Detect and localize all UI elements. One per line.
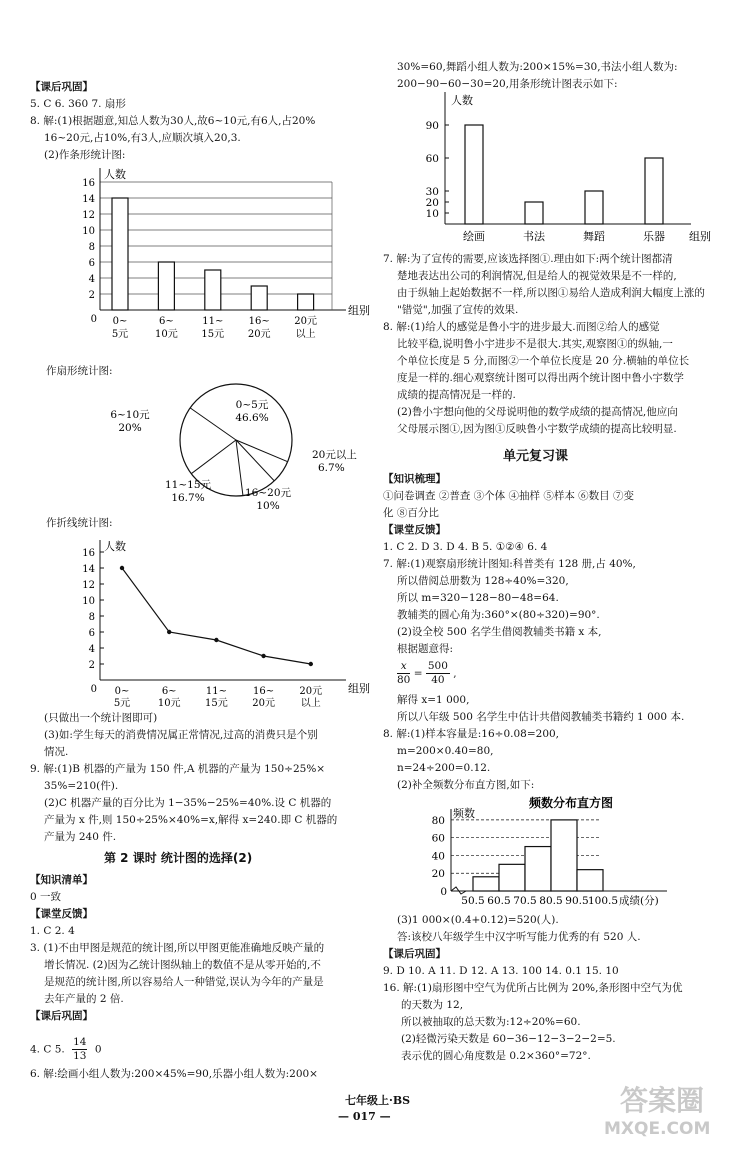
answer-line: 增长情况. (2)因为乙统计图纵轴上的数值不是从零开始的,不 bbox=[44, 959, 321, 971]
answer-line: 答:该校八年级学生中汉字听写能力优秀的有 520 人. bbox=[397, 931, 641, 943]
y-tick-label: 20 bbox=[425, 197, 439, 209]
x-tick-label: 90.5 bbox=[565, 895, 589, 907]
heading-after-class: 【课后巩固】 bbox=[30, 81, 93, 93]
fraction-denominator: 80 bbox=[397, 674, 411, 686]
answer-line: 8. 解:(1)样本容量是:16÷0.08=200, bbox=[383, 728, 560, 740]
bar bbox=[645, 158, 663, 224]
answer-line: 解得 x=1 000, bbox=[397, 694, 470, 706]
origin-label: 0 bbox=[440, 886, 447, 898]
y-tick-label: 10 bbox=[82, 226, 95, 237]
answer-line: 教辅类的圆心角为:360°×(80÷320)=90°. bbox=[397, 609, 600, 621]
answer-line: 16~20元,占10%,有3人,应顺次填入20,3. bbox=[44, 132, 241, 144]
answer-line: 9. D 10. A 11. D 12. A 13. 100 14. 0.1 15. 10 bbox=[383, 965, 619, 977]
x-tick-label: 16~ bbox=[253, 686, 275, 697]
answer-line: (只做出一个统计图即可) bbox=[44, 712, 158, 724]
fraction bbox=[72, 1036, 87, 1063]
histogram-scores bbox=[403, 795, 723, 915]
y-tick-label: 4 bbox=[88, 644, 95, 655]
bar bbox=[158, 262, 174, 310]
answer-line: 去年产量的 2 倍. bbox=[44, 993, 124, 1005]
histogram-bar bbox=[551, 820, 577, 891]
answer-line: 度是一样的.细心观察统计图可以得出两个统计图中鲁小宇数学 bbox=[397, 372, 684, 384]
answer-line: 产量为 240 件. bbox=[44, 831, 117, 843]
pie-slice-value: 16.7% bbox=[171, 492, 205, 504]
x-tick-label: 20元 bbox=[247, 329, 271, 340]
fraction-numerator: x bbox=[397, 660, 410, 674]
pie-slice-label: 16~20元 bbox=[244, 487, 292, 499]
origin-label: 0 bbox=[90, 314, 97, 325]
answer-line: 所以 m=320−128−80−48=64. bbox=[397, 592, 559, 604]
y-tick-label: 30 bbox=[425, 186, 439, 198]
data-point bbox=[261, 654, 265, 658]
y-tick-label: 80 bbox=[431, 814, 445, 827]
answer-line: 所以被抽取的总天数为:12÷20%=60. bbox=[401, 1016, 581, 1028]
answer-line: 化 ⑧百分比 bbox=[383, 507, 439, 519]
y-axis-label: 人数 bbox=[104, 540, 126, 553]
x-tick-label: 20元 bbox=[299, 686, 323, 697]
fraction-denominator: 13 bbox=[73, 1050, 87, 1062]
answer-line: 是规范的统计图,所以容易给人一种错觉,误认为今年的产量是 bbox=[44, 976, 324, 988]
bar bbox=[298, 294, 314, 310]
fraction bbox=[426, 660, 450, 687]
x-tick-label: 20元 bbox=[294, 316, 317, 327]
bar bbox=[525, 202, 543, 224]
heading-knowledge: 【知识梳理】 bbox=[383, 473, 446, 485]
page-number: — 017 — bbox=[338, 1110, 391, 1123]
x-tick-label: 绘画 bbox=[463, 230, 485, 243]
answer-line: 1. C 2. 4 bbox=[30, 925, 75, 937]
y-tick-label: 10 bbox=[82, 596, 95, 607]
y-tick-label: 14 bbox=[82, 564, 95, 575]
heading-feedback: 【课堂反馈】 bbox=[30, 908, 93, 920]
y-tick-label: 2 bbox=[88, 660, 95, 671]
origin-label: 0 bbox=[90, 684, 97, 695]
x-tick-label: 6~ bbox=[161, 686, 177, 697]
answer-line: 1. C 2. D 3. D 4. B 5. ①②④ 6. 4 bbox=[383, 541, 548, 553]
x-tick-label: 5元 bbox=[111, 329, 129, 340]
lesson-title: 第 2 课时 统计图的选择(2) bbox=[104, 851, 253, 865]
q4-text: 4. C 5. bbox=[30, 1043, 65, 1056]
x-tick-label: 60.5 bbox=[487, 895, 511, 907]
equation bbox=[397, 660, 457, 687]
answer-line: 3. (1)不由甲图是规范的统计图,所以甲图更能准确地反映产量的 bbox=[30, 942, 325, 954]
watermark-logo: 答案圈 bbox=[620, 1084, 705, 1117]
bar bbox=[585, 191, 603, 224]
histogram-bar bbox=[577, 870, 603, 891]
answer-line: 9. 解:(1)B 机器的产量为 150 件,A 机器的产量为 150÷25%× bbox=[30, 763, 326, 775]
unit-title: 单元复习课 bbox=[503, 449, 569, 464]
pie-slice-label: 0~5元 bbox=[235, 399, 269, 411]
x-axis-label: 组别 bbox=[689, 230, 711, 243]
watermark-url: MXQE.COM bbox=[604, 1119, 711, 1139]
line-chart-spending bbox=[66, 530, 370, 709]
answer-line: (2)C 机器产量的百分比为 1−35%−25%=40%.设 C 机器的 bbox=[44, 797, 332, 809]
heading-knowledge: 【知识清单】 bbox=[30, 874, 93, 886]
bar bbox=[112, 198, 128, 310]
x-tick-label: 5元 bbox=[113, 698, 131, 709]
y-axis-label: 人数 bbox=[451, 94, 473, 107]
x-tick-label: 11~ bbox=[202, 316, 224, 327]
answer-line: 6. 解:绘画小组人数为:200×45%=90,乐器小组人数为:200× bbox=[30, 1068, 318, 1080]
answer-line: ①问卷调查 ②普查 ③个体 ④抽样 ⑤样本 ⑥数目 ⑦变 bbox=[383, 490, 635, 502]
answer-line: (2)补全频数分布直方图,如下: bbox=[397, 779, 535, 791]
answer-line: (3)1 000×(0.4+0.12)=520(人). bbox=[397, 914, 559, 926]
x-tick-label: 15元 bbox=[201, 329, 225, 340]
answer-line: (2)作条形统计图: bbox=[44, 149, 126, 161]
heading-after-class: 【课后巩固】 bbox=[383, 948, 446, 960]
y-tick-label: 20 bbox=[431, 868, 445, 881]
answer-line: 由于纵轴上起始数据不一样,所以图①易给人造成利润大幅度上涨的 bbox=[397, 287, 705, 299]
answer-line: 楚地表达出公司的利润情况,但是给人的视觉效果是不一样的, bbox=[397, 270, 677, 282]
answer-line: 所以借阅总册数为 128÷40%=320, bbox=[397, 575, 569, 587]
pie-slice-label: 11~15元 bbox=[164, 479, 212, 491]
pie-slice-value: 46.6% bbox=[235, 412, 269, 424]
heading-feedback: 【课堂反馈】 bbox=[383, 524, 446, 536]
y-axis-label: 人数 bbox=[104, 168, 126, 181]
y-tick-label: 6 bbox=[88, 628, 95, 639]
chart-title: 频数分布直方图 bbox=[528, 796, 614, 810]
answer-line: (2)鲁小宇想向他的父母说明他的数学成绩的提高情况,他应向 bbox=[397, 406, 678, 418]
answer-line: m=200×0.40=80, bbox=[397, 745, 494, 757]
q4-after: 0 bbox=[94, 1043, 102, 1056]
x-tick-label: 80.5 bbox=[539, 895, 563, 907]
answer-line: "错觉",加强了宣传的效果. bbox=[397, 304, 519, 316]
answer-line: 0 一致 bbox=[30, 891, 62, 903]
answer-line: 7. 解:为了宣传的需要,应该选择图①.理由如下:两个统计图都清 bbox=[383, 253, 673, 265]
data-line bbox=[122, 568, 311, 664]
answer-line: 比较平稳,说明鲁小宇进步不是很大.其实,观察图①的纵轴,一 bbox=[397, 338, 673, 350]
answer-line: 所以八年级 500 名学生中估计共借阅教辅类书籍约 1 000 本. bbox=[397, 711, 685, 723]
x-tick-label: 0~ bbox=[112, 316, 128, 327]
data-point bbox=[309, 662, 313, 666]
answer-line: 16. 解:(1)扇形图中空气为优所占比例为 20%,条形图中空气为优 bbox=[383, 982, 683, 994]
pie-title: 作扇形统计图: bbox=[46, 365, 113, 377]
footer-grade: 七年级上·BS bbox=[345, 1094, 411, 1107]
pie-slice-label: 20元以上 bbox=[312, 449, 357, 461]
x-tick-label: 10元 bbox=[155, 329, 178, 340]
fraction bbox=[397, 660, 410, 687]
answer-line: 35%=210(件). bbox=[44, 780, 119, 792]
x-tick-label: 15元 bbox=[205, 698, 228, 709]
answer-line: (3)如:学生每天的消费情况属正常情况,过高的消费只是个别 bbox=[44, 729, 318, 741]
y-tick-label: 60 bbox=[425, 153, 439, 165]
x-tick-label: 6~ bbox=[159, 316, 174, 327]
y-tick-label: 40 bbox=[431, 850, 445, 863]
heading-after-class: 【课后巩固】 bbox=[30, 1010, 93, 1022]
pie-slice-label: 6~10元 bbox=[110, 409, 150, 421]
x-tick-label: 10元 bbox=[157, 698, 181, 709]
equals-sign: = bbox=[413, 667, 423, 680]
data-point bbox=[167, 630, 171, 634]
y-tick-label: 12 bbox=[82, 580, 95, 591]
pie-slice-value: 6.7% bbox=[318, 462, 345, 474]
answer-line: 200−90−60−30=20,用条形统计图表示如下: bbox=[397, 78, 618, 90]
answer-line: 成绩的提高情况是一样的. bbox=[397, 389, 516, 401]
answer-line: (2)轻微污染天数是 60−36−12−3−2−2=5. bbox=[401, 1033, 616, 1045]
answer-line: 父母展示图①,因为图①反映鲁小宇数学成绩的提高比较明显. bbox=[397, 423, 677, 435]
bar-chart-groups bbox=[393, 90, 723, 245]
y-tick-label: 16 bbox=[82, 178, 95, 189]
y-tick-label: 14 bbox=[82, 194, 95, 205]
answer-line: n=24÷200=0.12. bbox=[397, 762, 491, 774]
answer-line: 个单位长度是 5 分,而图②一个单位长度是 20 分.横轴的单位长 bbox=[397, 355, 690, 367]
y-tick-label: 16 bbox=[82, 548, 95, 559]
x-axis-label: 组别 bbox=[348, 682, 370, 695]
x-tick-label: 70.5 bbox=[513, 895, 537, 907]
pie-chart-spending bbox=[100, 378, 357, 513]
x-tick-label: 11~ bbox=[205, 686, 227, 697]
x-tick-label: 16~ bbox=[248, 316, 270, 327]
y-tick-label: 8 bbox=[88, 242, 95, 253]
x-tick-label: 20元 bbox=[252, 698, 275, 709]
histogram-bar bbox=[499, 864, 525, 891]
line-title: 作折线统计图: bbox=[46, 517, 113, 529]
x-tick-label: 书法 bbox=[523, 230, 545, 243]
bar bbox=[251, 286, 267, 310]
bar bbox=[465, 125, 483, 224]
y-tick-label: 60 bbox=[431, 832, 445, 845]
data-point bbox=[214, 638, 218, 642]
answer-line: 5. C 6. 360 7. 扇形 bbox=[30, 98, 126, 110]
answer-line: 7. 解:(1)观察扇形统计图知:科普类有 128 册,占 40%, bbox=[383, 558, 636, 570]
histogram-bar bbox=[473, 877, 499, 891]
answer-line: 8. 解:(1)根据题意,知总人数为30人,故6~10元,有6人,占20% bbox=[30, 115, 316, 127]
bar-chart-spending bbox=[66, 160, 370, 340]
y-tick-label: 2 bbox=[88, 290, 95, 301]
x-axis-label: 组别 bbox=[348, 304, 370, 317]
y-tick-label: 90 bbox=[425, 120, 439, 132]
answer-line: 根据题意得: bbox=[397, 643, 454, 655]
data-point bbox=[120, 566, 124, 570]
fraction-numerator: 500 bbox=[427, 660, 448, 672]
y-tick-label: 10 bbox=[425, 208, 439, 220]
answer-line: 30%=60,舞蹈小组人数为:200×15%=30,书法小组人数为: bbox=[397, 61, 678, 73]
x-tick-label: 100.5 bbox=[587, 895, 619, 907]
x-tick-label: 以上 bbox=[295, 329, 316, 340]
answer-line: 表示优的圆心角度数是 0.2×360°=72°. bbox=[401, 1050, 591, 1062]
answer-line: 的天数为 12, bbox=[401, 999, 464, 1011]
answer-line: (2)设全校 500 名学生借阅教辅类书籍 x 本, bbox=[397, 626, 602, 638]
answer-line bbox=[30, 1036, 102, 1063]
comma: , bbox=[453, 667, 457, 680]
fraction-numerator: 14 bbox=[73, 1036, 87, 1048]
x-tick-label: 乐器 bbox=[643, 230, 665, 243]
fraction-denominator: 40 bbox=[431, 674, 445, 686]
x-tick-label: 以上 bbox=[300, 698, 321, 709]
histogram-bar bbox=[525, 847, 551, 891]
y-tick-label: 8 bbox=[88, 612, 95, 623]
x-tick-label: 0~ bbox=[114, 686, 130, 697]
pie-slice-value: 20% bbox=[118, 422, 142, 434]
answer-line: 产量为 x 件,则 150÷25%×40%=x,解得 x=240.即 C 机器的 bbox=[44, 814, 338, 826]
y-tick-label: 6 bbox=[88, 258, 95, 269]
x-tick-label: 50.5 bbox=[461, 895, 485, 907]
y-tick-label: 12 bbox=[82, 210, 95, 221]
x-axis-label: 成绩(分) bbox=[619, 895, 659, 907]
pie-slice-value: 10% bbox=[256, 500, 280, 512]
answer-line: 8. 解:(1)给人的感觉是鲁小宇的进步最大.而图②给人的感觉 bbox=[383, 321, 660, 333]
y-axis-label: 频数 bbox=[453, 807, 475, 820]
x-tick-label: 舞蹈 bbox=[583, 230, 605, 243]
y-tick-label: 4 bbox=[88, 274, 95, 285]
answer-line: 情况. bbox=[44, 746, 69, 758]
bar bbox=[205, 270, 221, 310]
